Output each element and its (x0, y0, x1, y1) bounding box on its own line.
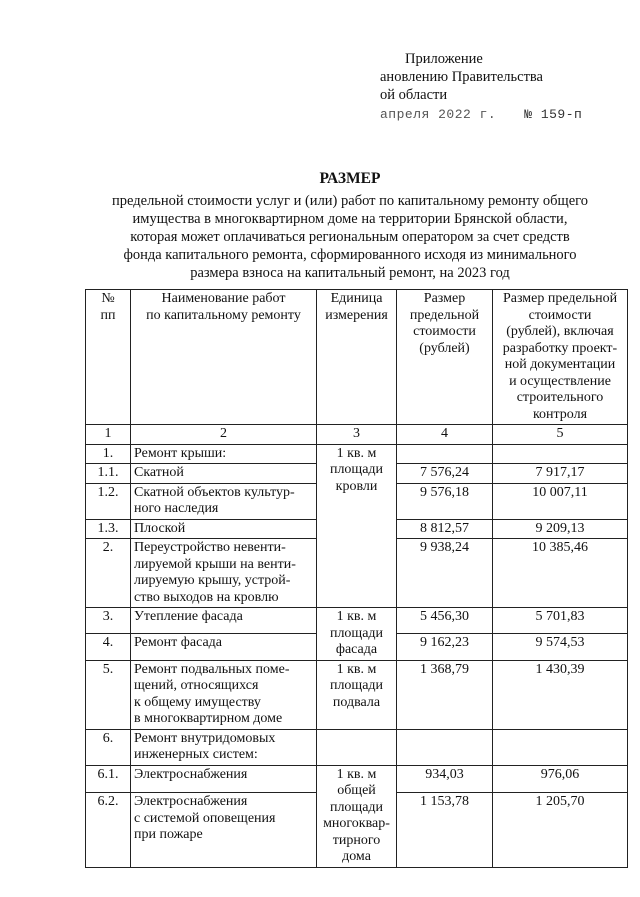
column-number: 2 (131, 425, 317, 445)
row-cost-with-design (493, 729, 628, 765)
row-cost-with-design: 10 385,46 (493, 539, 628, 608)
header-cell-name: Наименование работ по капитальному ремонту (131, 290, 317, 425)
row-number: 2. (86, 539, 131, 608)
column-number-row (86, 425, 628, 445)
column-number: 5 (493, 425, 628, 445)
row-name: Электроснабжения (131, 765, 317, 793)
cost-table (85, 289, 628, 868)
row-name: Ремонт внутридомовых инженерных систем: (131, 729, 317, 765)
decree-date-line (380, 106, 582, 124)
row-name: Электроснабжения с системой оповещения при пожаре (131, 793, 317, 867)
row-name: Ремонт крыши: (131, 444, 317, 464)
document-heading (60, 170, 640, 282)
subtitle-line: фонда капитального ремонта, сформированного исходя из минимального (123, 247, 577, 263)
row-number: 3. (86, 608, 131, 634)
row-cost-with-design: 976,06 (493, 765, 628, 793)
table-row (86, 608, 628, 634)
row-cost: 1 153,78 (397, 793, 493, 867)
decree-number: № 159-п (524, 107, 583, 122)
row-cost: 8 812,57 (397, 519, 493, 539)
row-cost-with-design (493, 444, 628, 464)
row-cost: 9 162,23 (397, 634, 493, 660)
row-name: Утепление фасада (131, 608, 317, 634)
row-cost: 934,03 (397, 765, 493, 793)
row-number: 6. (86, 729, 131, 765)
table-row (86, 765, 628, 793)
row-name: Ремонт подвальных поме- щений, относящихся к общему имуществу в многоквартирном доме (131, 660, 317, 729)
row-cost: 9 938,24 (397, 539, 493, 608)
row-unit (317, 729, 397, 765)
row-unit: 1 кв. м площади кровли (317, 444, 397, 608)
column-number: 3 (317, 425, 397, 445)
header-cell-cost: Размер предельной стоимости (рублей) (397, 290, 493, 425)
row-number: 6.1. (86, 765, 131, 793)
document-subtitle (60, 192, 640, 282)
row-name: Скатной (131, 464, 317, 484)
row-cost: 7 576,24 (397, 464, 493, 484)
row-cost-with-design: 1 430,39 (493, 660, 628, 729)
row-number: 5. (86, 660, 131, 729)
row-cost (397, 729, 493, 765)
header-cell-cost-with-design: Размер предельной стоимости (рублей), включая разработку проект- ной документации и осуществление строительного контроля (493, 290, 628, 425)
decree-date: апреля 2022 г. (380, 107, 497, 122)
appendix-label: Приложение (405, 51, 483, 67)
appendix-region-line: ой области (380, 87, 448, 103)
subtitle-line: размера взноса на капитальный ремонт, на 2023 год (190, 265, 510, 281)
row-unit: 1 кв. м общей площади многоквар- тирного дома (317, 765, 397, 867)
appendix-header (380, 50, 582, 124)
row-number: 1. (86, 444, 131, 464)
row-cost-with-design: 5 701,83 (493, 608, 628, 634)
row-name: Плоской (131, 519, 317, 539)
row-unit: 1 кв. м площади подвала (317, 660, 397, 729)
row-number: 6.2. (86, 793, 131, 867)
row-cost-with-design: 9 209,13 (493, 519, 628, 539)
table-row (86, 444, 628, 464)
row-cost-with-design: 9 574,53 (493, 634, 628, 660)
appendix-decree-line: ановлению Правительства (380, 69, 543, 85)
table-header-row (86, 290, 628, 425)
row-name: Ремонт фасада (131, 634, 317, 660)
row-unit: 1 кв. м площади фасада (317, 608, 397, 661)
row-number: 1.1. (86, 464, 131, 484)
row-name: Скатной объектов культур- ного наследия (131, 483, 317, 519)
row-cost: 1 368,79 (397, 660, 493, 729)
header-cell-unit: Единица измерения (317, 290, 397, 425)
row-cost-with-design: 1 205,70 (493, 793, 628, 867)
subtitle-line: предельной стоимости услуг и (или) работ по капитальному ремонту общего (112, 193, 588, 209)
row-number: 4. (86, 634, 131, 660)
row-cost (397, 444, 493, 464)
row-cost-with-design: 7 917,17 (493, 464, 628, 484)
table-row (86, 729, 628, 765)
table-row (86, 660, 628, 729)
row-cost: 9 576,18 (397, 483, 493, 519)
column-number: 4 (397, 425, 493, 445)
row-name: Переустройство невенти- лируемой крыши на венти- лируемую крышу, устрой- ство выходов на кровлю (131, 539, 317, 608)
subtitle-line: которая может оплачиваться региональным оператором за счет средств (130, 229, 570, 245)
row-number: 1.3. (86, 519, 131, 539)
column-number: 1 (86, 425, 131, 445)
header-cell-number: № пп (86, 290, 131, 425)
row-cost: 5 456,30 (397, 608, 493, 634)
row-cost-with-design: 10 007,11 (493, 483, 628, 519)
row-number: 1.2. (86, 483, 131, 519)
subtitle-line: имущества в многоквартирном доме на территории Брянской области, (132, 211, 568, 227)
document-title: РАЗМЕР (319, 170, 381, 187)
